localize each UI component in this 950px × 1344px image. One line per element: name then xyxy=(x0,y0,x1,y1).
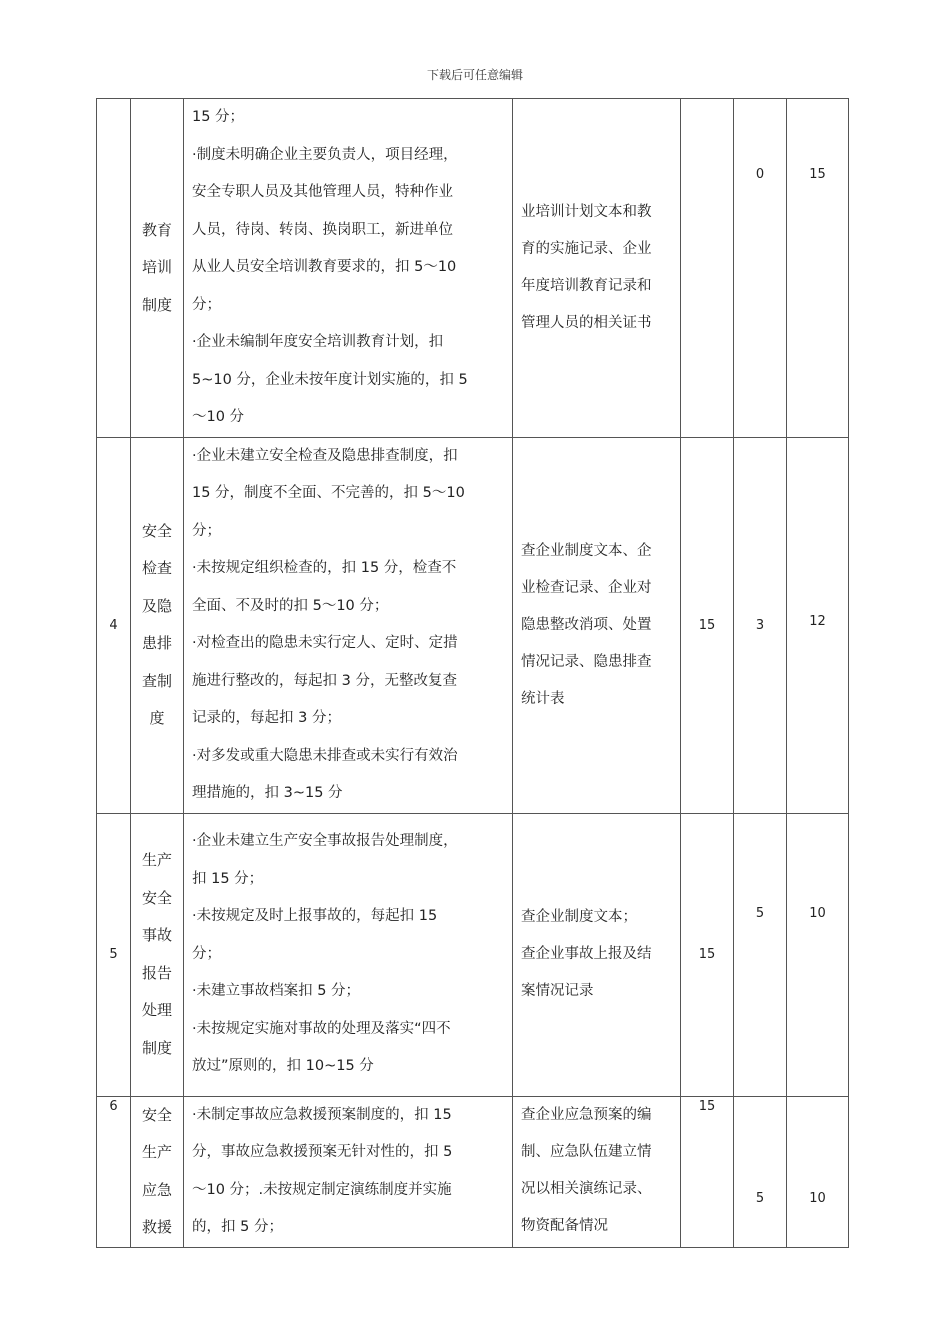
criteria-line: 15 分； xyxy=(192,109,245,125)
criteria-cell xyxy=(184,437,513,813)
criteria-line: 分； xyxy=(192,522,221,539)
item-name-line: 报告 xyxy=(141,963,172,982)
criteria-line: ·未制定事故应急救援预案制度的，扣 15 xyxy=(192,1106,452,1123)
check-method-line: 查企业制度文本； xyxy=(521,909,637,925)
evaluation-table xyxy=(96,98,849,1248)
standard-score-cell: 15 xyxy=(681,813,734,1096)
item-name-cell xyxy=(131,1096,184,1247)
criteria-line: ·企业未编制年度安全培训教育计划，扣 xyxy=(192,334,444,350)
item-number-cell xyxy=(97,99,131,438)
actual-score-cell: 10 xyxy=(787,813,849,1096)
criteria-line: 安全专职人员及其他管理人员，特种作业 xyxy=(192,184,453,200)
item-name-line: 应急 xyxy=(141,1180,172,1199)
item-name-line: 及隐 xyxy=(141,596,172,615)
item-name-cell xyxy=(131,437,184,813)
item-name-line: 度 xyxy=(149,709,165,727)
criteria-line: 分； xyxy=(192,296,221,313)
criteria-line: ·未按规定组织检查的，扣 15 分，检查不 xyxy=(192,560,457,576)
check-method-line: 查企业应急预案的编 xyxy=(521,1106,652,1123)
item-name-line: 安全 xyxy=(141,1105,172,1124)
deducted-score-cell: 3 xyxy=(734,437,787,813)
item-name-line: 事故 xyxy=(141,926,172,944)
table-row xyxy=(97,99,849,438)
criteria-line: 15 分，制度不全面、不完善的，扣 5～10 xyxy=(192,485,465,501)
actual-score-cell: 15 xyxy=(787,99,849,438)
check-method-line: 隐患整改消项、处置 xyxy=(521,616,652,633)
check-method-line: 育的实施记录、企业 xyxy=(521,240,652,257)
criteria-line: 的，扣 5 分； xyxy=(192,1219,283,1235)
criteria-line: ·企业未建立安全检查及隐患排查制度，扣 xyxy=(192,447,458,464)
criteria-line: 记录的，每起扣 3 分； xyxy=(192,710,341,726)
criteria-line: 扣 15 分； xyxy=(192,870,264,887)
standard-score-cell xyxy=(681,99,734,438)
item-name-line: 生产 xyxy=(141,1143,172,1161)
criteria-line: 放过”原则的，扣 10~15 分 xyxy=(192,1058,374,1075)
check-method-line: 制、应急队伍建立情 xyxy=(521,1143,652,1160)
criteria-line: ·对检查出的隐患未实行定人、定时、定措 xyxy=(192,635,458,651)
actual-score-cell: 12 xyxy=(787,437,849,813)
criteria-line: ～10 分 xyxy=(192,409,245,425)
criteria-line: 施进行整改的，每起扣 3 分，无整改复查 xyxy=(192,672,457,689)
check-method-cell xyxy=(513,437,681,813)
criteria-line: ·未按规定及时上报事故的，每起扣 15 xyxy=(192,908,438,925)
actual-score-cell: 10 xyxy=(787,1096,849,1247)
criteria-line: ·对多发或重大隐患未排查或未实行有效治 xyxy=(192,747,458,764)
criteria-line: 全面、不及时的扣 5～10 分； xyxy=(192,597,389,614)
criteria-cell xyxy=(184,99,513,438)
item-number-cell: 4 xyxy=(97,437,131,813)
item-name-line: 患排 xyxy=(141,634,172,652)
check-method-line: 况以相关演练记录、 xyxy=(521,1180,652,1197)
item-name-line: 培训 xyxy=(141,258,172,276)
check-method-line: 业培训计划文本和教 xyxy=(521,203,652,220)
item-name-line: 生产 xyxy=(141,851,172,869)
item-name-line: 制度 xyxy=(141,295,172,314)
deducted-score-cell: 5 xyxy=(734,1096,787,1247)
criteria-line: ·企业未建立生产安全事故报告处理制度， xyxy=(192,833,458,850)
criteria-line: ·制度未明确企业主要负责人，项目经理， xyxy=(192,146,458,163)
deducted-score-cell: 5 xyxy=(734,813,787,1096)
item-name-line: 制度 xyxy=(141,1038,172,1057)
check-method-line: 查企业制度文本、企 xyxy=(521,542,652,559)
item-name-line: 救援 xyxy=(141,1218,172,1236)
check-method-line: 年度培训教育记录和 xyxy=(521,277,652,294)
check-method-line: 物资配备情况 xyxy=(521,1217,608,1234)
item-name-line: 检查 xyxy=(141,559,172,577)
criteria-cell xyxy=(184,813,513,1096)
item-name-cell xyxy=(131,99,184,438)
criteria-cell xyxy=(184,1096,513,1247)
item-name-line: 处理 xyxy=(141,1001,172,1019)
deducted-score-cell: 0 xyxy=(734,99,787,438)
criteria-line: ～10 分；.未按规定制定演练制度并实施 xyxy=(192,1181,452,1198)
criteria-line: 理措施的，扣 3~15 分 xyxy=(192,785,343,801)
page-header: 下载后可任意编辑 xyxy=(426,68,523,82)
criteria-line: 5~10 分，企业未按年度计划实施的，扣 5 xyxy=(192,371,468,388)
item-number-cell: 5 xyxy=(97,813,131,1096)
item-name-line: 安全 xyxy=(141,888,172,907)
item-name-cell xyxy=(131,813,184,1096)
check-method-line: 案情况记录 xyxy=(521,983,594,999)
check-method-line: 查企业事故上报及结 xyxy=(521,946,652,962)
criteria-line: ·未建立事故档案扣 5 分； xyxy=(192,983,361,1000)
check-method-cell xyxy=(513,813,681,1096)
standard-score-cell: 15 xyxy=(681,1096,734,1247)
criteria-line: ·未按规定实施对事故的处理及落实“四不 xyxy=(192,1020,451,1037)
check-method-cell xyxy=(513,1096,681,1247)
criteria-line: 人员，待岗、转岗、换岗职工，新进单位 xyxy=(192,221,453,238)
check-method-line: 管理人员的相关证书 xyxy=(521,314,652,331)
item-name-line: 教育 xyxy=(141,220,172,239)
check-method-cell xyxy=(513,99,681,438)
criteria-line: 分； xyxy=(192,945,221,962)
standard-score-cell: 15 xyxy=(681,437,734,813)
item-number-cell: 6 xyxy=(97,1096,131,1247)
item-name-line: 安全 xyxy=(141,521,172,540)
table-row xyxy=(97,813,849,1096)
item-name-line: 查制 xyxy=(141,671,172,690)
table-row xyxy=(97,437,849,813)
check-method-line: 统计表 xyxy=(521,690,565,707)
check-method-line: 情况记录、隐患排查 xyxy=(521,653,652,670)
check-method-line: 业检查记录、企业对 xyxy=(521,579,652,596)
table-row xyxy=(97,1096,849,1247)
criteria-line: 分，事故应急救援预案无针对性的，扣 5 xyxy=(192,1144,453,1160)
criteria-line: 从业人员安全培训教育要求的，扣 5～10 xyxy=(192,259,457,275)
